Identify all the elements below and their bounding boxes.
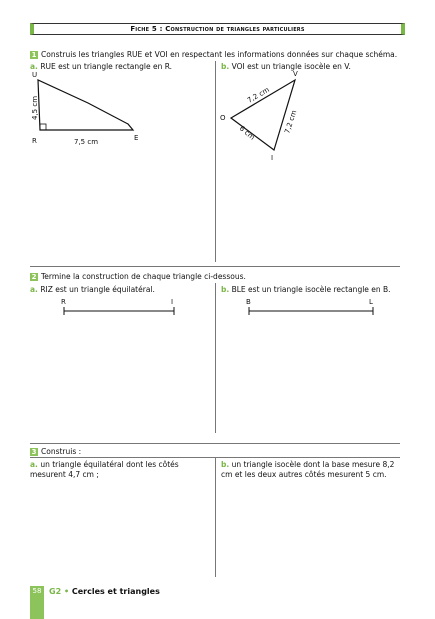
side-ru-length: 4,5 cm [31, 95, 39, 120]
exercise-number-badge: 2 [31, 272, 37, 281]
right-angle-marker [40, 124, 46, 130]
point-l-label: L [369, 298, 373, 306]
exercise-number-badge: 1 [31, 50, 37, 59]
triangle-rue-figure [28, 68, 143, 150]
side-re-length: 7,5 cm [74, 138, 99, 146]
column-divider [215, 61, 216, 262]
exercise-1b-statement: b. VOI est un triangle isocèle en V. [221, 62, 351, 71]
column-divider [215, 457, 216, 577]
segment-bl-figure [243, 296, 378, 318]
vertex-r-label: R [32, 137, 37, 145]
side-ov-length: 7,2 cm [246, 85, 271, 105]
exercise-number-badge: 3 [31, 447, 37, 456]
vertex-e-label: E [134, 134, 139, 142]
point-i-label: I [171, 298, 174, 306]
exercise-3-instruction: 3 Construis : [31, 447, 82, 456]
page-title: Fiche 5 : Construction de triangles particuliers [30, 23, 405, 35]
exercise-1a-statement: a. RUE est un triangle rectangle en R. [30, 62, 173, 71]
exercise-3b-statement: b. un triangle isocèle dont la base mesure 8,2 cm et les deux autres côtés mesurent 5 cm. [221, 460, 395, 479]
exercise-2-instruction: 2 Termine la construction de chaque triangle ci-dessous. [31, 272, 246, 281]
vertex-u-label: U [32, 71, 38, 79]
vertex-i-label: I [271, 154, 274, 162]
point-r-label: R [61, 298, 66, 306]
segment-ri-figure [58, 296, 183, 318]
vertex-o-label: O [220, 114, 226, 122]
triangle-rue-shape [38, 80, 133, 130]
triangle-voi-figure [217, 66, 307, 166]
side-oi-length: 6 cm [237, 124, 257, 142]
exercise-3a-statement: a. un triangle équilatéral dont les côtés mesurent 4,7 cm ; [30, 460, 179, 479]
page-number: 58 [32, 587, 42, 595]
exercise-2b-statement: b. BLE est un triangle isocèle rectangle en B. [221, 285, 391, 294]
section-divider [30, 266, 400, 267]
exercise-1-instruction: 1 Construis les triangles RUE et VOI en respectant les informations données sur chaque schéma. [31, 50, 398, 59]
side-vi-length: 7,2 cm [283, 109, 299, 135]
section-divider [30, 443, 400, 444]
chapter-title: G2 • Cercles et triangles [49, 587, 160, 596]
exercise-2a-statement: a. RIZ est un triangle équilatéral. [30, 285, 155, 294]
point-b-label: B [246, 298, 251, 306]
column-divider [215, 283, 216, 433]
vertex-v-label: V [293, 70, 298, 78]
